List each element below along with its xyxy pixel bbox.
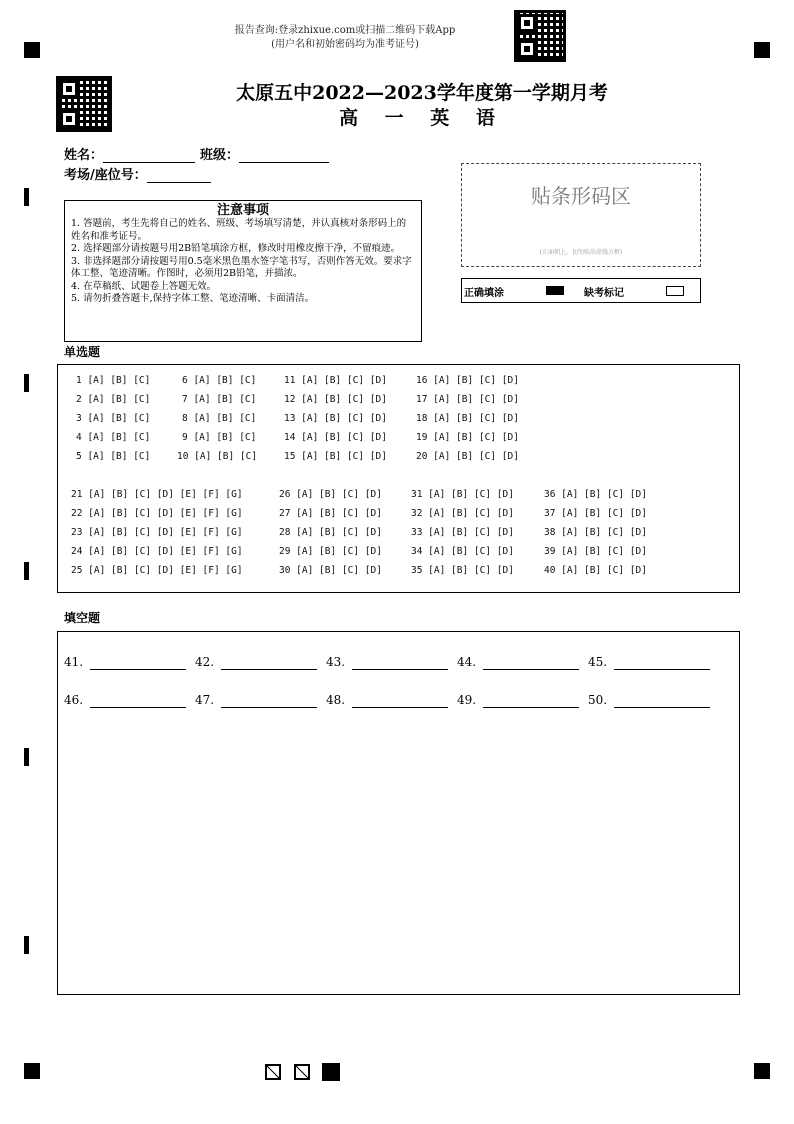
timing-mark — [24, 936, 29, 954]
page-subtitle: 高 一 英 语 — [339, 107, 505, 129]
barcode-area — [461, 163, 701, 267]
question-choice-row[interactable]: 38 [A] [B] [C] [D] — [544, 527, 647, 538]
question-choice-row[interactable]: 16 [A] [B] [C] [D] — [416, 375, 519, 386]
blank-number: 46. — [64, 693, 84, 707]
question-choice-row[interactable]: 9 [A] [B] [C] — [182, 432, 257, 443]
blank-number: 45. — [588, 655, 608, 669]
corner-mark-top-left — [24, 42, 40, 58]
question-choice-row[interactable]: 13 [A] [B] [C] [D] — [284, 413, 387, 424]
blank-answer-field[interactable] — [64, 655, 83, 669]
blank-answer-line[interactable] — [90, 669, 186, 670]
blank-answer-line[interactable] — [483, 669, 579, 670]
question-choice-row[interactable]: 10 [A] [B] [C] — [177, 451, 258, 462]
blank-number: 42. — [195, 655, 215, 669]
notice-item: 4. 在草稿纸、试题卷上答题无效。 — [71, 280, 217, 292]
report-line-1: 报告查询:登录zhixue.com或扫描二维码下载App — [234, 25, 456, 36]
question-choice-row[interactable]: 3 [A] [B] [C] — [76, 413, 151, 424]
question-choice-row[interactable]: 28 [A] [B] [C] [D] — [279, 527, 382, 538]
question-choice-row[interactable]: 40 [A] [B] [C] [D] — [544, 565, 647, 576]
single-choice-label: 单选题 — [64, 345, 101, 359]
notice-item: 2. 选择题部分请按题号用2B铅笔填涂方框，修改时用橡皮擦干净，不留痕迹。 — [71, 243, 401, 254]
timing-mark — [24, 374, 29, 392]
blank-number: 48. — [326, 693, 346, 707]
question-choice-row[interactable]: 1 [A] [B] [C] — [76, 375, 151, 386]
question-choice-row[interactable]: 36 [A] [B] [C] [D] — [544, 489, 647, 500]
question-choice-row[interactable]: 18 [A] [B] [C] [D] — [416, 413, 519, 424]
correct-fill-label: 正确填涂 — [464, 288, 504, 299]
blank-answer-field[interactable] — [195, 693, 214, 707]
absent-mark-label: 缺考标记 — [584, 288, 624, 299]
notice-title: 注意事项 — [216, 203, 269, 218]
page-mark-slash-icon — [294, 1064, 310, 1080]
blank-answer-field[interactable] — [326, 693, 345, 707]
barcode-note: (正面朝上，切勿贴出虚线方框) — [539, 249, 623, 256]
correct-fill-sample-icon — [546, 286, 564, 295]
blank-answer-line[interactable] — [221, 707, 317, 708]
question-choice-row[interactable]: 33 [A] [B] [C] [D] — [411, 527, 514, 538]
question-choice-row[interactable]: 5 [A] [B] [C] — [76, 451, 151, 462]
fill-blank-box — [57, 631, 740, 995]
absent-mark-checkbox[interactable] — [666, 286, 684, 296]
timing-mark — [24, 748, 29, 766]
seat-label: 考场/座位号： — [64, 168, 147, 183]
blank-answer-line[interactable] — [614, 669, 710, 670]
blank-answer-field[interactable] — [588, 655, 607, 669]
question-choice-row[interactable]: 7 [A] [B] [C] — [182, 394, 257, 405]
page-mark-solid-icon — [322, 1063, 340, 1081]
question-choice-row[interactable]: 4 [A] [B] [C] — [76, 432, 151, 443]
page-title: 太原五中2022—2023学年度第一学期月考 — [236, 82, 608, 104]
name-line[interactable] — [103, 148, 195, 163]
question-choice-row[interactable]: 37 [A] [B] [C] [D] — [544, 508, 647, 519]
class-line[interactable] — [239, 148, 329, 163]
question-choice-row[interactable]: 31 [A] [B] [C] [D] — [411, 489, 514, 500]
seat-line[interactable] — [147, 168, 211, 183]
barcode-label: 贴条形码区 — [531, 184, 631, 208]
seat-field[interactable] — [64, 164, 211, 183]
question-choice-row[interactable]: 32 [A] [B] [C] [D] — [411, 508, 514, 519]
blank-answer-line[interactable] — [221, 669, 317, 670]
blank-answer-field[interactable] — [195, 655, 214, 669]
question-choice-row[interactable]: 6 [A] [B] [C] — [182, 375, 257, 386]
blank-answer-line[interactable] — [352, 669, 448, 670]
name-field[interactable] — [64, 144, 195, 163]
timing-mark — [24, 188, 29, 206]
blank-answer-field[interactable] — [326, 655, 345, 669]
notice-item: 5. 请勿折叠答题卡,保持字体工整、笔迹清晰、卡面清洁。 — [71, 293, 315, 304]
question-choice-row[interactable]: 25 [A] [B] [C] [D] [E] [F] [G] — [71, 565, 243, 576]
notice-box — [64, 200, 422, 342]
question-choice-row[interactable]: 34 [A] [B] [C] [D] — [411, 546, 514, 557]
question-choice-row[interactable]: 39 [A] [B] [C] [D] — [544, 546, 647, 557]
question-choice-row[interactable]: 26 [A] [B] [C] [D] — [279, 489, 382, 500]
notice-item: 3. 非选择题部分请按题号用0.5毫米黑色墨水签字笔书写，否则作答无效。要求字体工整、笔迹清晰。作图时，必须用2B铅笔，并描浓。 — [71, 255, 412, 279]
notice-item: 1. 答题前，考生先将自己的姓名、班级、考场填写清楚，并认真核对条形码上的姓名和准考证号。 — [71, 218, 407, 242]
corner-mark-bottom-right — [754, 1063, 770, 1079]
report-info — [180, 24, 510, 52]
blank-answer-field[interactable] — [457, 655, 476, 669]
fill-blank-label: 填空题 — [64, 611, 101, 625]
question-choice-row[interactable]: 29 [A] [B] [C] [D] — [279, 546, 382, 557]
question-choice-row[interactable]: 14 [A] [B] [C] [D] — [284, 432, 387, 443]
report-line-2: (用户名和初始密码均为准考证号) — [271, 39, 419, 50]
blank-number: 49. — [457, 693, 477, 707]
question-choice-row[interactable]: 8 [A] [B] [C] — [182, 413, 257, 424]
page-mark-slash-icon — [265, 1064, 281, 1080]
blank-answer-line[interactable] — [352, 707, 448, 708]
question-choice-row[interactable]: 11 [A] [B] [C] [D] — [284, 375, 387, 386]
blank-answer-line[interactable] — [483, 707, 579, 708]
single-choice-box — [57, 364, 740, 593]
blank-answer-line[interactable] — [90, 707, 186, 708]
question-choice-row[interactable]: 21 [A] [B] [C] [D] [E] [F] [G] — [71, 489, 243, 500]
class-field[interactable] — [200, 144, 329, 163]
question-choice-row[interactable]: 15 [A] [B] [C] [D] — [284, 451, 387, 462]
question-choice-row[interactable]: 27 [A] [B] [C] [D] — [279, 508, 382, 519]
blank-answer-field[interactable] — [457, 693, 476, 707]
question-choice-row[interactable]: 22 [A] [B] [C] [D] [E] [F] [G] — [71, 508, 243, 519]
app-qr-code-icon — [514, 10, 566, 62]
question-choice-row[interactable]: 20 [A] [B] [C] [D] — [416, 451, 519, 462]
question-choice-row[interactable]: 17 [A] [B] [C] [D] — [416, 394, 519, 405]
timing-mark — [24, 562, 29, 580]
blank-number: 47. — [195, 693, 215, 707]
paper-qr-code-icon — [56, 76, 112, 132]
question-choice-row[interactable]: 24 [A] [B] [C] [D] [E] [F] [G] — [71, 546, 243, 557]
blank-number: 44. — [457, 655, 477, 669]
fill-legend — [461, 278, 701, 303]
question-choice-row[interactable]: 12 [A] [B] [C] [D] — [284, 394, 387, 405]
blank-answer-line[interactable] — [614, 707, 710, 708]
name-label: 姓名： — [64, 148, 104, 163]
question-choice-row[interactable]: 35 [A] [B] [C] [D] — [411, 565, 514, 576]
question-choice-row[interactable]: 30 [A] [B] [C] [D] — [279, 565, 382, 576]
blank-number: 50. — [588, 693, 608, 707]
question-choice-row[interactable]: 2 [A] [B] [C] — [76, 394, 151, 405]
corner-mark-bottom-left — [24, 1063, 40, 1079]
blank-number: 41. — [64, 655, 84, 669]
blank-answer-field[interactable] — [64, 693, 83, 707]
question-choice-row[interactable]: 23 [A] [B] [C] [D] [E] [F] [G] — [71, 527, 243, 538]
blank-answer-field[interactable] — [588, 693, 607, 707]
blank-number: 43. — [326, 655, 346, 669]
class-label: 班级： — [200, 148, 240, 163]
question-choice-row[interactable]: 19 [A] [B] [C] [D] — [416, 432, 519, 443]
corner-mark-top-right — [754, 42, 770, 58]
